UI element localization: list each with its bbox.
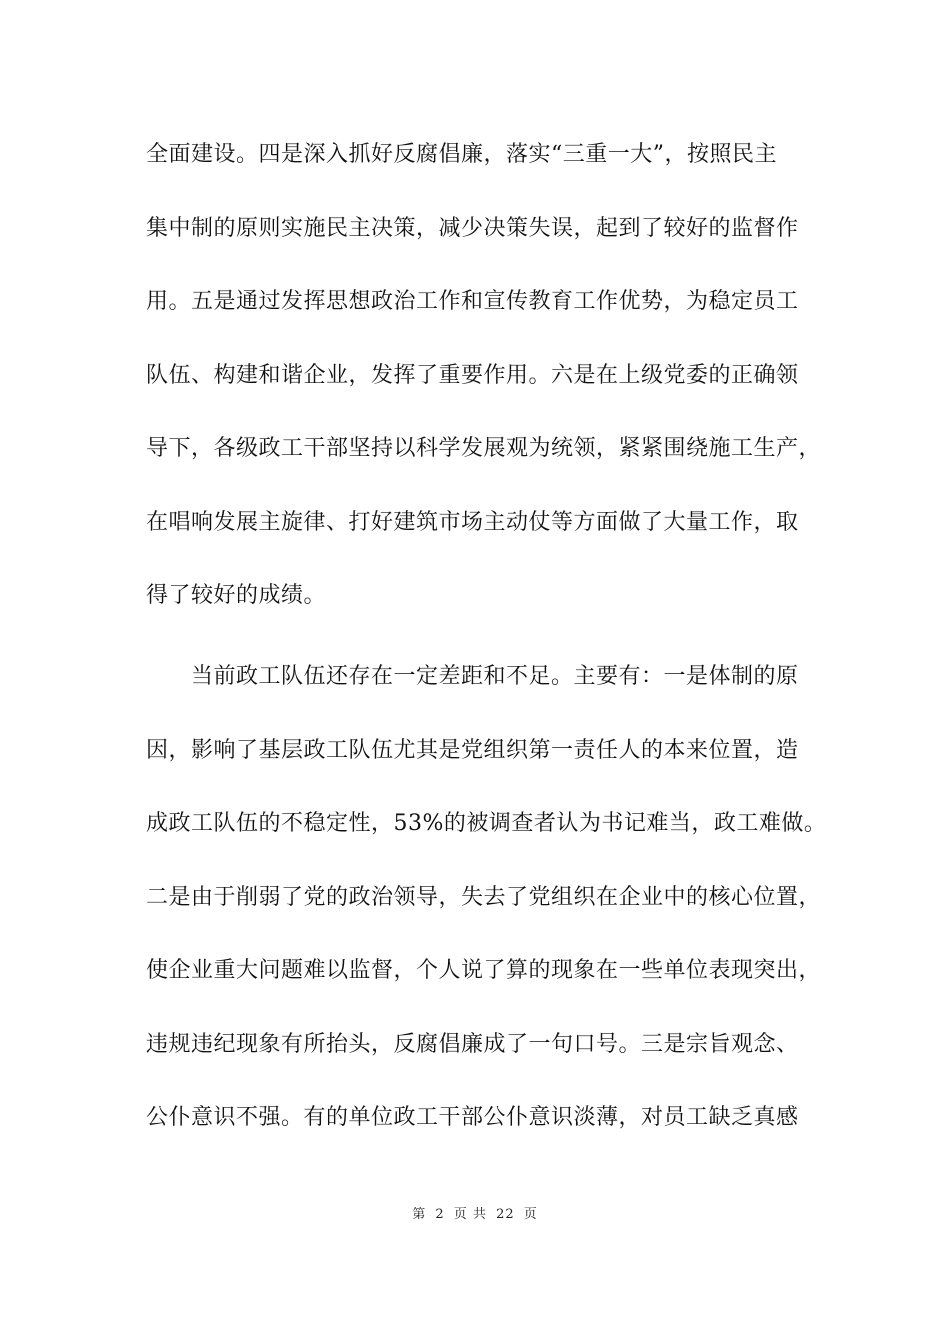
- body-text-line: 使企业重大问题难以监督，个人说了算的现象在一些单位表现突出，: [146, 958, 822, 983]
- body-text-line: 在唱响发展主旋律、打好建筑市场主动仗等方面做了大量工作，取: [146, 510, 799, 535]
- footer-suffix: 页: [523, 1207, 538, 1222]
- body-text-line: 因，影响了基层政工队伍尤其是党组织第一责任人的本来位置，造: [146, 738, 799, 763]
- current-page-number: 2: [435, 1207, 445, 1222]
- body-text-line: 用。五是通过发挥思想政治工作和宣传教育工作优势，为稳定员工: [146, 289, 799, 314]
- total-page-count: 22: [496, 1207, 515, 1222]
- page-number-footer: [0, 1206, 950, 1224]
- body-text-line: 得了较好的成绩。: [146, 583, 327, 608]
- body-text-line: 全面建设。四是深入抓好反腐倡廉，落实“三重一大”，按照民主: [146, 142, 777, 167]
- footer-middle: 页 共: [453, 1207, 487, 1222]
- body-text-line: 集中制的原则实施民主决策，减少决策失误，起到了较好的监督作: [146, 216, 799, 241]
- body-text-line: 成政工队伍的不稳定性，53%的被调查者认为书记难当，政工难做。: [146, 811, 827, 836]
- body-text-line: 公仆意识不强。有的单位政工干部公仆意识淡薄，对员工缺乏真感: [146, 1105, 799, 1130]
- body-text-line: 二是由于削弱了党的政治领导，失去了党组织在企业中的核心位置，: [146, 885, 822, 910]
- paragraph-start-line: 当前政工队伍还存在一定差距和不足。主要有：一是体制的原: [146, 664, 799, 689]
- body-text-line: 导下，各级政工干部坚持以科学发展观为统领，紧紧围绕施工生产，: [146, 436, 822, 461]
- body-text-line: 队伍、构建和谐企业，发挥了重要作用。六是在上级党委的正确领: [146, 363, 799, 388]
- footer-prefix: 第: [412, 1207, 427, 1222]
- body-text-line: 违规违纪现象有所抬头，反腐倡廉成了一句口号。三是宗旨观念、: [146, 1032, 799, 1057]
